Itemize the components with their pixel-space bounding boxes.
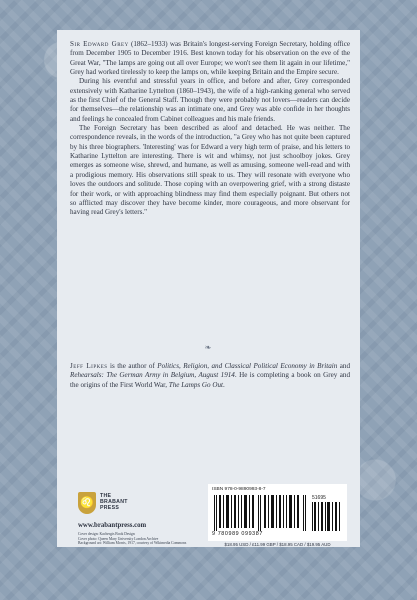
publisher-name-line-1: THE	[100, 493, 112, 499]
blurb-paragraph-1-text: (1862–1933) was Britain's longest-serving Foreign Secretary, holding office from December 1905 to December 1916. Best known today for his observation on the eve of the Great War, "The lamps are going out all over Europe; we won't see them lit again in our lifetime," Grey had worked tirelessly to keep the lamps on, while keeping Britain and the Empire secure.	[70, 40, 351, 77]
blurb-paragraph-2: During his eventful and stressful years in office, and before and after, Grey corresponded extensively with Katharine Lyttelton (1860–1943), the wife of a high-ranking general who served as the first Chief of the General Staff. Though they were probably not lovers—readers can decide for themselves—the relationship was an intimate one, and Grey was able confide in her thoughts and feelings he concealed from Cabinet colleagues and his male friends.	[70, 77, 350, 123]
credit-photo: Cover photo: Queen Mary University London Archive	[78, 536, 159, 541]
price-code: 51695	[312, 495, 326, 501]
author-bio-text-4: .	[223, 380, 225, 389]
author-bio-text-2: and	[337, 362, 350, 370]
price-list: $18.95 USD / £11.99 GBP / $18.95 CAD / $19.95 AUD	[224, 542, 331, 547]
barcode-box	[208, 484, 347, 541]
price-barcode	[312, 502, 340, 531]
book-title-1: Politics, Religion, and Classical Political Economy in Britain	[157, 362, 338, 370]
publisher-name	[100, 493, 128, 512]
cover-credits	[78, 532, 188, 546]
blurb-paragraph-1	[70, 40, 350, 77]
subject-name: Sir Edward Grey	[70, 40, 129, 48]
author-bio-text-3: . He is completing a book on Grey and the origins of the First World War,	[70, 371, 350, 389]
author-bio-text-1: is the author of	[107, 362, 158, 370]
book-title-2: Rehearsals: The German Army in Belgium, August 1914	[70, 371, 235, 380]
credit-background: Background art: William Morris, 1917, courtesy of Wikimedia Commons	[78, 541, 187, 546]
ornament-divider: ❧	[204, 343, 212, 352]
publisher-website: www.brabantpress.com	[78, 522, 147, 529]
ean-barcode	[214, 495, 306, 531]
isbn-label: ISBN 978-0-9890993-8-7	[212, 487, 266, 492]
author-name: Jeff Lipkes	[70, 362, 108, 370]
blurb-paragraph-3: The Foreign Secretary has been described as aloof and detached. He was neither. The correspondence reveals, in the words of the introduction, "a Grey who has not quite been captured by his three biographers. 'Interesting' was for Edward a very high term of praise, and his letters to Katharine Lyttelton are interesting. There is wit and whimsy, not just schoolboy jokes. Grey emerges as someone wise, shrewd, and humane, as well as amusing, someone well-read and with a prodigious memory. His observations still speak to us. They will resonate with everyone who loves the outdoors and solitude. Those coping with an overpowering grief, with a strong distaste for their work, or with approaching blindness may find them especially poignant. But others not so afflicted may discover they have become kinder, more courageous, and more observant for having read Grey's letters."	[70, 124, 350, 217]
publisher-name-line-3: PRESS	[100, 505, 120, 512]
author-bio	[70, 362, 350, 390]
isbn-digits: 9 780989 099387	[212, 531, 263, 537]
lion-rampant-icon: ♌	[78, 492, 96, 514]
credit-design: Cover design: Kachergis Book Design	[78, 532, 135, 536]
blurb	[70, 40, 350, 218]
publisher-name-line-2: BRABANT	[100, 499, 128, 506]
book-title-3: The Lamps Go Out	[168, 380, 223, 389]
